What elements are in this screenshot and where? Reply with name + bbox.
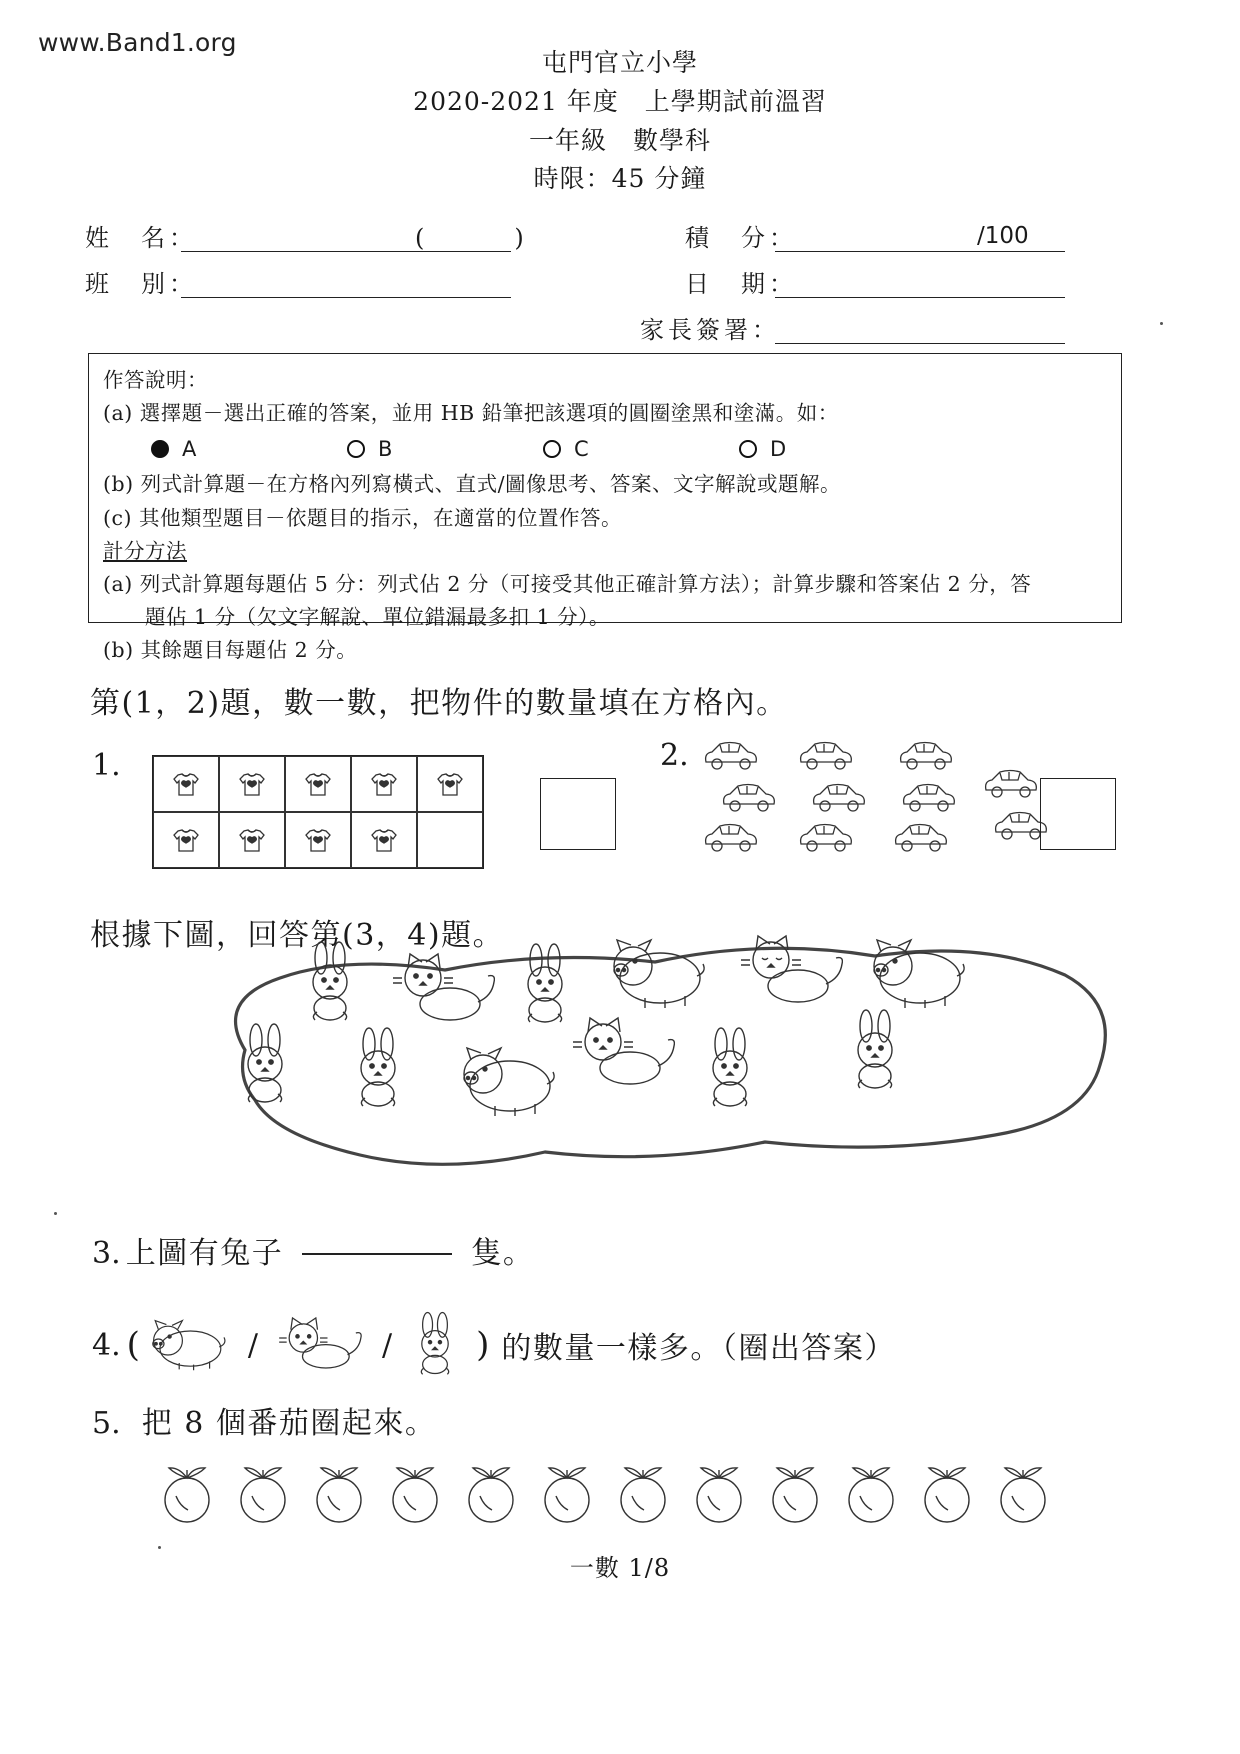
rabbit-icon — [343, 1026, 413, 1112]
shirt-cell — [219, 756, 285, 812]
tomato-row — [152, 1460, 1058, 1530]
score-input-line[interactable] — [775, 251, 1065, 252]
question-1-number: 1. — [92, 748, 121, 783]
shirt-cell — [219, 812, 285, 868]
option-a — [151, 432, 347, 466]
cat-icon — [390, 948, 495, 1032]
tomato-icon[interactable] — [836, 1460, 906, 1530]
shirt-cell — [153, 756, 219, 812]
car-group — [690, 735, 1100, 865]
scoring-a-line2: 題佔 1 分（欠文字解說、單位錯漏最多扣 1 分）。 — [145, 605, 610, 630]
option-a-label: A — [182, 437, 197, 462]
option-b-label: B — [378, 437, 393, 462]
time-limit: 時限：45 分鐘 — [533, 164, 707, 194]
shirt-cell — [417, 756, 483, 812]
car-icon — [895, 735, 957, 779]
car-icon — [718, 777, 780, 821]
class-row — [85, 264, 1160, 310]
tomato-icon[interactable] — [152, 1460, 222, 1530]
class-input-line[interactable] — [181, 297, 511, 298]
tomato-icon[interactable] — [988, 1460, 1058, 1530]
site-watermark: www.Band1.org — [38, 28, 237, 57]
tomato-icon[interactable] — [608, 1460, 678, 1530]
question-4-separator: / — [247, 1327, 258, 1363]
answer-bubble-example — [151, 432, 1107, 466]
tomato-icon[interactable] — [532, 1460, 602, 1530]
class-label: 班 別： — [85, 270, 197, 298]
scoring-b: (b) 其餘題目每題佔 2 分。 — [103, 638, 358, 663]
instructions-box — [88, 353, 1122, 663]
page-header — [0, 44, 1240, 199]
question-3-text-after: 隻。 — [471, 1236, 535, 1271]
question-1-answer-box[interactable] — [540, 778, 616, 850]
instruction-b: (b) 列式計算題－在方格內列寫橫式、直式/圖像思考、答案、文字解說或題解。 — [103, 472, 842, 497]
option-b — [347, 432, 543, 466]
cat-icon — [738, 930, 843, 1014]
tomato-icon[interactable] — [760, 1460, 830, 1530]
bubble-empty-icon — [543, 440, 561, 458]
question-4-text: 的數量一樣多。（圈出答案） — [501, 1331, 896, 1366]
parent-signature-label: 家長簽署： — [640, 316, 780, 344]
shirt-cell — [153, 812, 219, 868]
question-4 — [92, 1310, 896, 1380]
name-label: 姓 名： — [85, 224, 197, 252]
rabbit-icon — [230, 1022, 300, 1108]
score-total: /100 — [977, 223, 1029, 249]
shirt-cell — [351, 756, 417, 812]
shirt-cell — [285, 812, 351, 868]
school-name: 屯門官立小學 — [541, 48, 698, 77]
option-c — [543, 432, 739, 466]
rabbit-icon[interactable] — [404, 1310, 466, 1380]
tomato-icon[interactable] — [912, 1460, 982, 1530]
q34-heading: 根據下圖，回答第(3，4)題。 — [90, 918, 505, 953]
bubble-empty-icon — [347, 440, 365, 458]
rabbit-icon — [695, 1026, 765, 1112]
car-icon — [700, 735, 762, 779]
question-4-open-paren: ( — [126, 1325, 140, 1365]
pig-icon[interactable] — [144, 1315, 236, 1375]
rabbit-icon — [295, 940, 365, 1026]
car-icon — [795, 817, 857, 861]
car-icon — [808, 777, 870, 821]
bubble-empty-icon — [739, 440, 757, 458]
question-5-text: 把 8 個番茄圈起來。 — [141, 1406, 437, 1441]
question-3-number: 3. — [92, 1236, 121, 1271]
animal-field-picture — [185, 930, 1125, 1190]
q12-heading: 第(1，2)題，數一數，把物件的數量填在方格內。 — [90, 686, 788, 721]
question-5 — [92, 1398, 436, 1442]
question-4-close-paren: ) — [476, 1325, 490, 1365]
grade-subject: 一年級 數學科 — [528, 125, 711, 155]
name-number-paren[interactable]: ( ) — [415, 224, 538, 252]
bubble-filled-icon — [151, 440, 169, 458]
shirt-cell-empty — [417, 812, 483, 868]
tomato-icon[interactable] — [380, 1460, 450, 1530]
tomato-icon[interactable] — [684, 1460, 754, 1530]
car-icon — [898, 777, 960, 821]
instructions-title: 作答說明： — [103, 368, 208, 392]
tomato-icon[interactable] — [304, 1460, 374, 1530]
parent-row — [85, 310, 1160, 356]
scan-artifact — [1160, 322, 1163, 325]
instruction-a: (a) 選擇題－選出正確的答案，並用 HB 鉛筆把該選項的圓圈塗黑和塗滿。如： — [103, 401, 839, 426]
question-4-number: 4. — [92, 1327, 121, 1363]
question-3-blank[interactable] — [302, 1253, 452, 1255]
question-3 — [92, 1228, 534, 1272]
scoring-title: 計分方法 — [103, 538, 187, 563]
shirt-cell — [285, 756, 351, 812]
car-icon — [980, 763, 1042, 807]
scoring-a-line1: (a) 列式計算題每題佔 5 分：列式佔 2 分（可接受其他正確計算方法）；計算步驟和答案佔 2 分，答 — [103, 572, 1032, 597]
option-d-label: D — [770, 437, 787, 462]
tomato-icon[interactable] — [456, 1460, 526, 1530]
car-icon — [890, 817, 952, 861]
student-fields — [85, 218, 1160, 356]
pig-icon — [605, 930, 720, 1014]
pig-icon — [455, 1038, 570, 1122]
shirt-grid — [152, 755, 484, 869]
cat-icon — [570, 1012, 675, 1096]
question-4-separator: / — [382, 1327, 393, 1363]
cat-icon[interactable] — [270, 1313, 370, 1377]
name-row — [85, 218, 1160, 264]
car-icon — [795, 735, 857, 779]
score-label: 積 分： — [685, 224, 797, 252]
scan-artifact — [54, 1212, 57, 1215]
tomato-icon[interactable] — [228, 1460, 298, 1530]
option-d — [739, 432, 935, 466]
car-icon — [700, 817, 762, 861]
rabbit-icon — [840, 1008, 910, 1094]
date-label: 日 期： — [685, 270, 797, 298]
shirt-cell — [351, 812, 417, 868]
date-input-line[interactable] — [775, 297, 1065, 298]
page-footer: 一數 1/8 — [569, 1554, 671, 1582]
option-c-label: C — [574, 437, 589, 462]
question-2-answer-box[interactable] — [1040, 778, 1116, 850]
term-title: 2020-2021 年度 上學期試前溫習 — [413, 86, 827, 116]
question-3-text-before: 上圖有兔子 — [125, 1236, 284, 1271]
instruction-c: (c) 其他類型題目－依題目的指示，在適當的位置作答。 — [103, 505, 622, 530]
pig-icon — [865, 930, 980, 1014]
question-5-number: 5. — [92, 1406, 121, 1441]
parent-signature-line[interactable] — [775, 343, 1065, 344]
question-2-number: 2. — [660, 738, 689, 773]
